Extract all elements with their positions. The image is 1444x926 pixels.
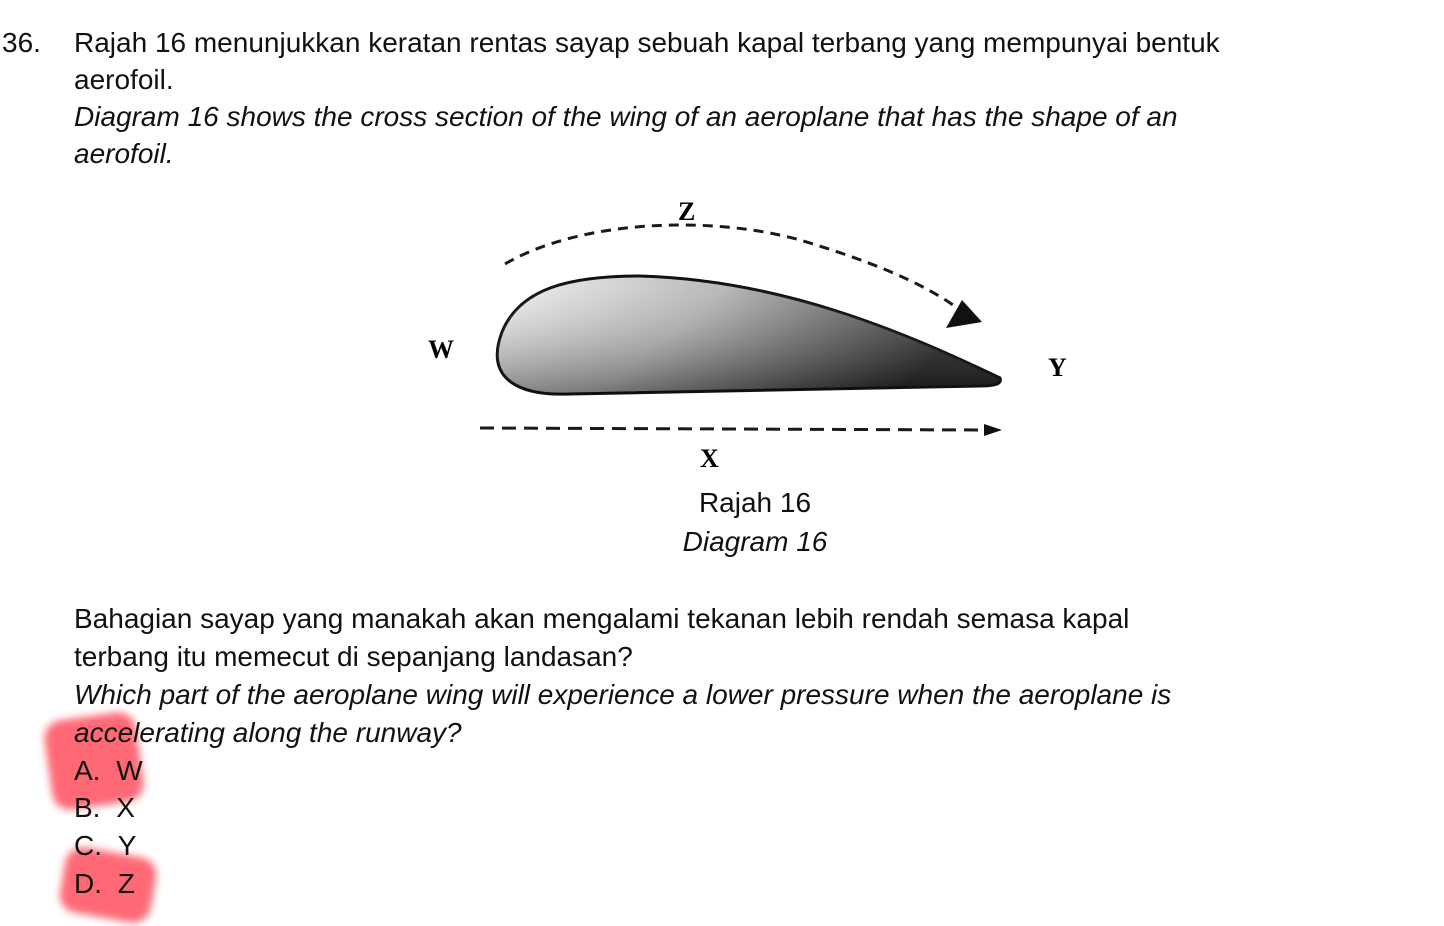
option-a[interactable] [74, 754, 143, 788]
aerofoil-diagram [380, 180, 1140, 480]
label-y: Y [1048, 353, 1067, 382]
option-b-text: X [116, 792, 135, 823]
option-b-letter: B. [74, 792, 101, 823]
question-text-en-line2: aerofoil. [74, 138, 174, 169]
prompt-en-line2: accelerating along the runway? [74, 717, 462, 748]
option-b[interactable] [74, 791, 135, 825]
option-d[interactable] [74, 867, 135, 901]
option-c-letter: C. [74, 830, 102, 861]
option-c[interactable] [74, 829, 136, 863]
lower-airflow-arrow [480, 428, 980, 430]
prompt-ms-line2: terbang itu memecut di sepanjang landasan? [74, 641, 633, 672]
label-w: W [428, 335, 454, 364]
question-text-en-line1: Diagram 16 shows the cross section of the wing of an aeroplane that has the shape of an [74, 101, 1178, 132]
option-d-text: Z [117, 868, 135, 899]
option-a-letter: A. [74, 755, 101, 786]
label-x: X [700, 444, 719, 473]
option-d-letter: D. [74, 868, 102, 899]
diagram-caption-en: Diagram 16 [682, 526, 828, 557]
prompt-en-line1: Which part of the aeroplane wing will experience a lower pressure when the aeroplane is [74, 679, 1172, 710]
label-z: Z [678, 197, 696, 226]
diagram-caption-ms: Rajah 16 [698, 487, 812, 518]
lower-arrowhead-icon [984, 424, 1002, 436]
aerofoil-shading [497, 276, 1000, 394]
question-text-ms-line2: aerofoil. [74, 64, 174, 95]
option-c-text: Y [117, 830, 137, 861]
question-number: 36. [2, 27, 41, 58]
question-text-ms-line1: Rajah 16 menunjukkan keratan rentas sayap sebuah kapal terbang yang mempunyai bentuk [74, 27, 1220, 58]
option-a-text: W [116, 755, 143, 786]
prompt-ms-line1: Bahagian sayap yang manakah akan mengalami tekanan lebih rendah semasa kapal [74, 603, 1130, 634]
